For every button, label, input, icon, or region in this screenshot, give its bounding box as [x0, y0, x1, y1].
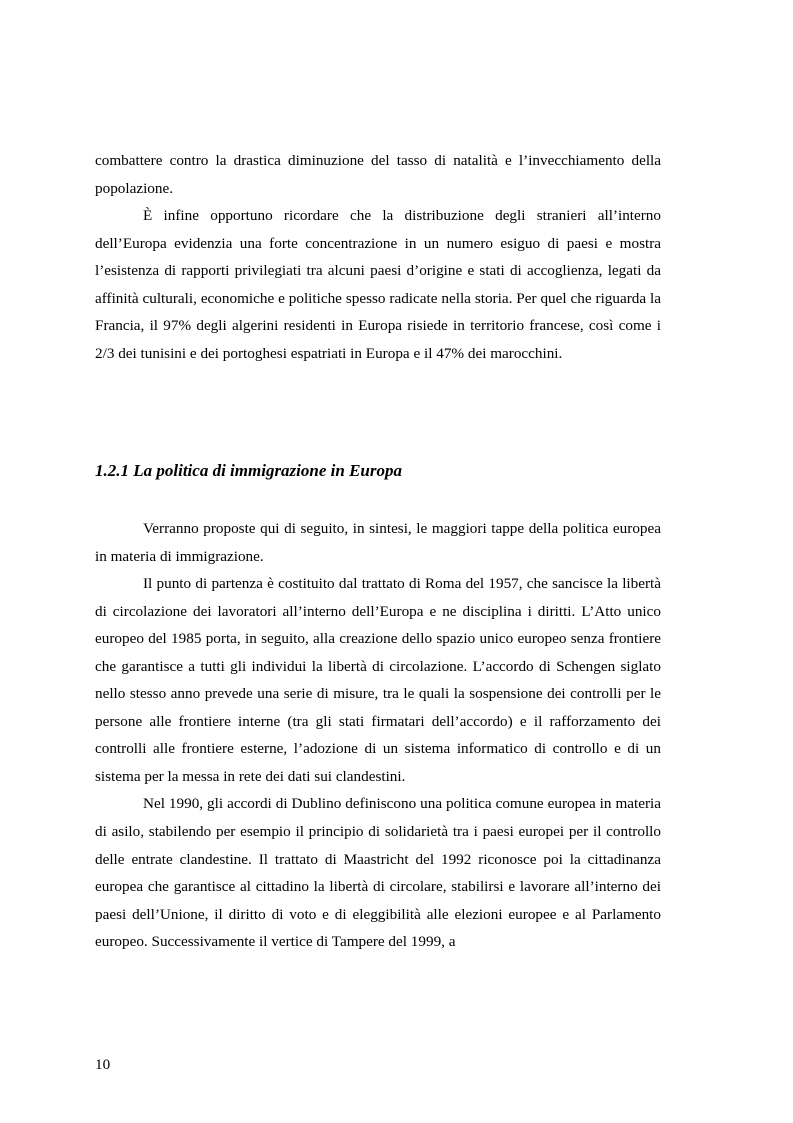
paragraph-intro: Verranno proposte qui di seguito, in sintesi, le maggiori tappe della politica europea in materia di immigrazione. — [95, 520, 661, 565]
page-number: 10 — [95, 1056, 111, 1073]
body-text-top — [95, 147, 661, 367]
paragraph-distribution: È infine opportuno ricordare che la distribuzione degli stranieri all’interno dell’Europa evidenzia una forte concentrazione in un numero esiguo di paesi e mostra l’esistenza di rapporti privilegiati tra alcuni paesi d’origine e stati di accoglienza, legati da affinità culturali, economiche e politiche spesso radicate nella storia. Per quel che riguarda la Francia, il 97% degli algerini residenti in Europa risiede in territorio francese, così come i 2/3 dei tunisini e dei portoghesi espatriati in Europa e il 47% dei marocchini. — [95, 207, 661, 362]
body-text-section — [95, 515, 661, 956]
paragraph-dublino-maastricht: Nel 1990, gli accordi di Dublino definiscono una politica comune europea in materia di asilo, stabilendo per esempio il principio di solidarietà tra i paesi europei per il controllo delle entrate clandestine. Il trattato di Maastricht del 1992 riconosce poi la cittadinanza europea che garantisce al cittadino la libertà di circolare, stabilirsi e lavorare all’interno dei paesi dell’Unione, il diritto di voto e di eleggibilità alle elezioni europee e al Parlamento europeo. Successivamente il vertice di Tampere del 1999, a — [95, 795, 661, 951]
paragraph-continuation: combattere contro la drastica diminuzione del tasso di natalità e l’invecchiamento della popolazione. — [95, 152, 661, 197]
section-heading: 1.2.1 La politica di immigrazione in Europa — [95, 461, 402, 480]
paragraph-roma-schengen: Il punto di partenza è costituito dal trattato di Roma del 1957, che sancisce la libertà di circolazione dei lavoratori all’interno dell’Europa e ne disciplina i diritti. L’Atto unico europeo del 1985 porta, in seguito, alla creazione dello spazio unico europeo senza frontiere che garantisce a tutti gli individui la libertà di circolazione. L’accordo di Schengen siglato nello stesso anno prevede una serie di misure, tra le quali la sospensione dei controlli per le persone alle frontiere interne (tra gli stati firmatari dell’accordo) e il rafforzamento dei controlli alle frontiere esterne, l’adozione di un sistema informatico di controllo e di un sistema per la messa in rete dei dati sui clandestini. — [95, 575, 661, 785]
